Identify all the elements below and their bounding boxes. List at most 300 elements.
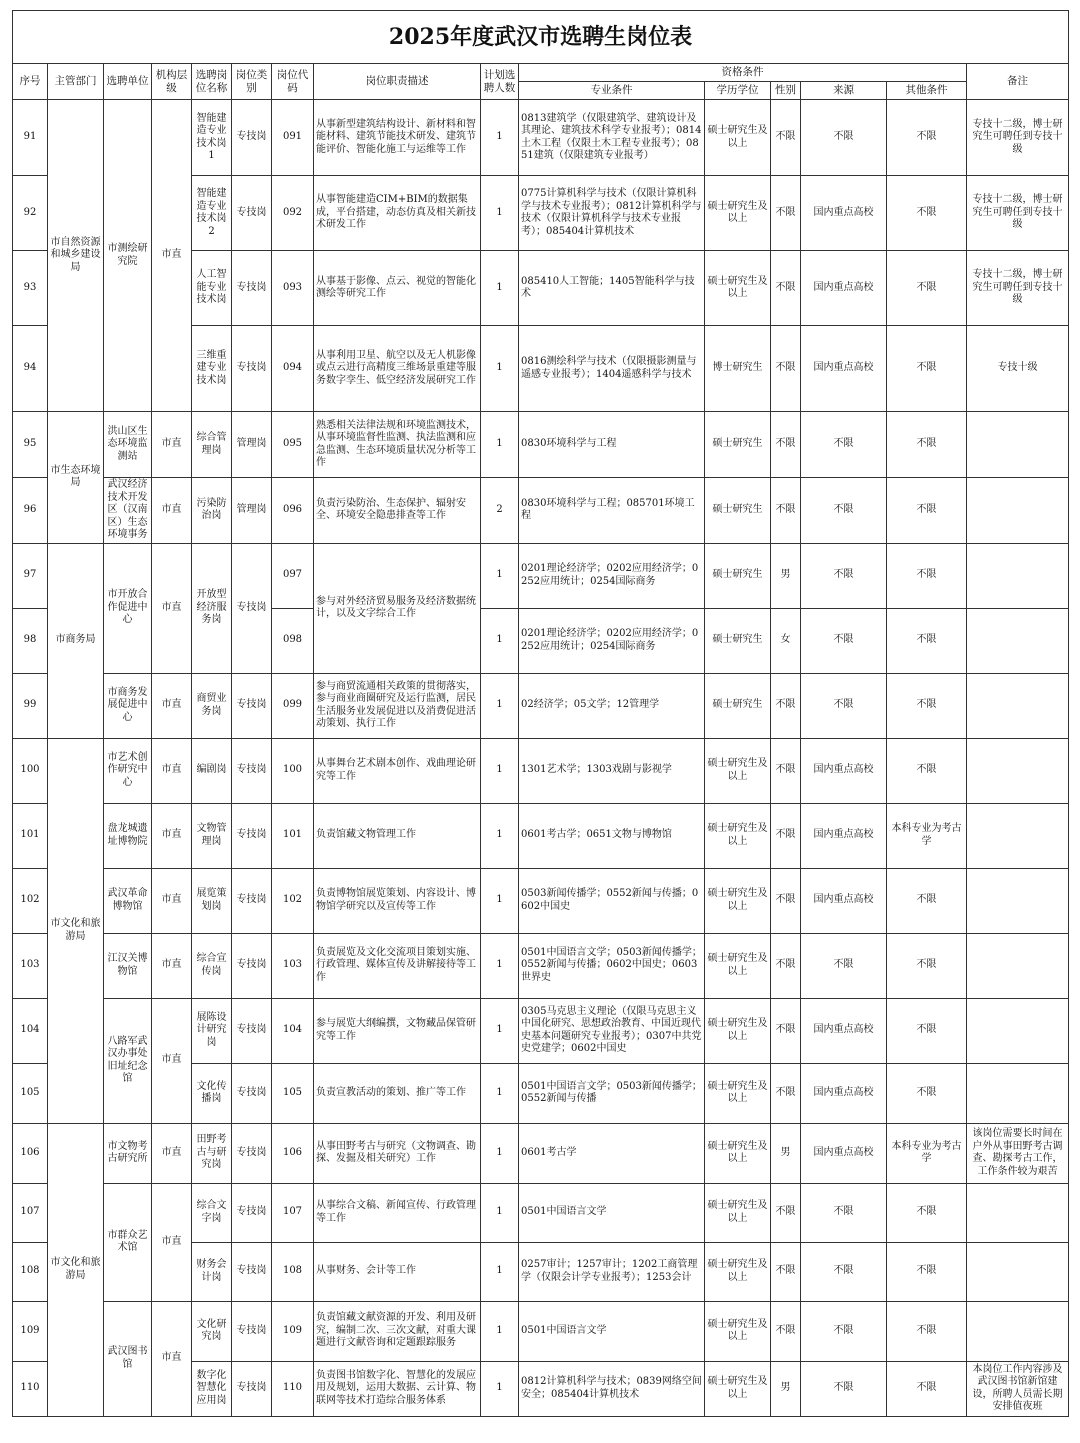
major-cell: 02经济学；05文学；12管理学 <box>519 673 705 738</box>
gender-cell: 不限 <box>771 176 801 251</box>
duty-cell: 负责展览及文化交流项目策划实施、行政管理、媒体宣传及讲解接待等工作 <box>314 933 481 998</box>
note-cell <box>967 1242 1069 1301</box>
note-cell <box>967 1301 1069 1361</box>
table-row <box>13 543 1069 608</box>
gender-cell: 不限 <box>771 412 801 478</box>
duty-cell: 参与展览大纲编撰，文物藏品保管研究等工作 <box>314 998 481 1063</box>
count-cell: 1 <box>481 673 519 738</box>
major-cell: 0813建筑学（仅限建筑学、建筑设计及其理论、建筑技术科学专业报考）；0814土木工程（仅限土木工程专业报考）；0851建筑（仅限建筑专业报考） <box>519 100 705 176</box>
gender-cell: 不限 <box>771 673 801 738</box>
source-cell: 不限 <box>801 1183 887 1242</box>
edu-cell: 硕士研究生 <box>705 543 771 608</box>
other-cell: 不限 <box>887 176 967 251</box>
major-cell: 0201理论经济学；0202应用经济学；0252应用统计；0254国际商务 <box>519 543 705 608</box>
other-cell: 不限 <box>887 100 967 176</box>
unit-cell: 洪山区生态环境监测站 <box>104 412 152 478</box>
header-row-1 <box>13 64 1069 82</box>
row-seq: 101 <box>13 803 48 868</box>
post-type-cell: 专技岗 <box>232 1123 272 1183</box>
post-code-cell: 105 <box>272 1063 314 1123</box>
unit-cell: 市文物考古研究所 <box>104 1123 152 1183</box>
header-other: 其他条件 <box>887 82 967 100</box>
post-name-cell: 综合管理岗 <box>192 412 232 478</box>
major-cell: 0305马克思主义理论（仅限马克思主义中国化研究、思想政治教育、中国近现代史基本问题研究专业报考）；0307中共党史党建学；0602中国史 <box>519 998 705 1063</box>
table-row <box>13 738 1069 803</box>
post-name-cell: 商贸业务岗 <box>192 673 232 738</box>
post-type-cell: 管理岗 <box>232 412 272 478</box>
edu-cell: 硕士研究生及以上 <box>705 176 771 251</box>
post-name-cell: 三维重建专业技术岗 <box>192 326 232 412</box>
dept-cell: 市文化和旅游局 <box>48 738 104 1123</box>
note-cell <box>967 998 1069 1063</box>
post-code-cell: 099 <box>272 673 314 738</box>
duty-cell: 负责污染防治、生态保护、辐射安全、环境安全隐患排查等工作 <box>314 478 481 544</box>
header-qualifications: 资格条件 <box>519 64 967 82</box>
gender-cell: 不限 <box>771 933 801 998</box>
table-title: 2025年度武汉市选聘生岗位表 <box>13 11 1069 64</box>
major-cell: 0601考古学；0651文物与博物馆 <box>519 803 705 868</box>
gender-cell: 男 <box>771 1361 801 1416</box>
gender-cell: 不限 <box>771 1063 801 1123</box>
edu-cell: 硕士研究生及以上 <box>705 868 771 933</box>
post-type-cell: 专技岗 <box>232 1183 272 1242</box>
post-name-cell: 智能建造专业技术岗1 <box>192 100 232 176</box>
note-cell <box>967 738 1069 803</box>
edu-cell: 硕士研究生及以上 <box>705 1301 771 1361</box>
count-cell: 1 <box>481 608 519 673</box>
post-code-cell: 100 <box>272 738 314 803</box>
note-cell <box>967 868 1069 933</box>
level-cell: 市直 <box>152 1301 192 1416</box>
count-cell: 1 <box>481 100 519 176</box>
row-seq: 100 <box>13 738 48 803</box>
post-type-cell: 专技岗 <box>232 326 272 412</box>
source-cell: 不限 <box>801 673 887 738</box>
unit-cell: 市测绘研究院 <box>104 100 152 412</box>
count-cell: 1 <box>481 1123 519 1183</box>
post-code-cell: 101 <box>272 803 314 868</box>
title-row <box>13 11 1069 64</box>
post-code-cell: 097 <box>272 543 314 608</box>
other-cell: 不限 <box>887 412 967 478</box>
post-code-cell: 102 <box>272 868 314 933</box>
gender-cell: 不限 <box>771 1301 801 1361</box>
header-duty: 岗位职责描述 <box>314 64 481 100</box>
row-seq: 107 <box>13 1183 48 1242</box>
row-seq: 109 <box>13 1301 48 1361</box>
count-cell: 1 <box>481 1361 519 1416</box>
post-type-cell: 管理岗 <box>232 478 272 544</box>
other-cell: 不限 <box>887 673 967 738</box>
note-cell <box>967 1063 1069 1123</box>
row-seq: 96 <box>13 478 48 544</box>
job-table <box>12 10 1069 1417</box>
table-row <box>13 412 1069 478</box>
post-code-cell: 091 <box>272 100 314 176</box>
post-name-cell: 展览策划岗 <box>192 868 232 933</box>
note-cell <box>967 803 1069 868</box>
post-type-cell: 专技岗 <box>232 673 272 738</box>
gender-cell: 不限 <box>771 1242 801 1301</box>
header-dept: 主管部门 <box>48 64 104 100</box>
duty-cell: 负责博物馆展览策划、内容设计、博物馆学研究以及宣传等工作 <box>314 868 481 933</box>
major-cell: 0501中国语言文学；0503新闻传播学；0552新闻与传播；0602中国史；0603世界史 <box>519 933 705 998</box>
row-seq: 93 <box>13 251 48 326</box>
dept-cell: 市文化和旅游局 <box>48 1123 104 1416</box>
edu-cell: 博士研究生 <box>705 326 771 412</box>
post-type-cell: 专技岗 <box>232 251 272 326</box>
post-name-cell: 文化研究岗 <box>192 1301 232 1361</box>
header-note: 备注 <box>967 64 1069 100</box>
other-cell: 不限 <box>887 1063 967 1123</box>
edu-cell: 硕士研究生 <box>705 412 771 478</box>
header-gender: 性别 <box>771 82 801 100</box>
other-cell: 不限 <box>887 998 967 1063</box>
count-cell: 1 <box>481 738 519 803</box>
source-cell: 国内重点高校 <box>801 326 887 412</box>
post-code-cell: 107 <box>272 1183 314 1242</box>
level-cell: 市直 <box>152 543 192 673</box>
row-seq: 104 <box>13 998 48 1063</box>
duty-cell: 从事智能建造CIM+BIM的数据集成，平台搭建，动态仿真及相关新技术研发工作 <box>314 176 481 251</box>
edu-cell: 硕士研究生及以上 <box>705 998 771 1063</box>
row-seq: 97 <box>13 543 48 608</box>
post-name-cell: 开放型经济服务岗 <box>192 543 232 673</box>
post-type-cell: 专技岗 <box>232 1063 272 1123</box>
unit-cell: 武汉图书馆 <box>104 1301 152 1416</box>
level-cell: 市直 <box>152 478 192 544</box>
duty-cell: 负责馆藏文物管理工作 <box>314 803 481 868</box>
post-code-cell: 096 <box>272 478 314 544</box>
edu-cell: 硕士研究生及以上 <box>705 933 771 998</box>
duty-cell: 从事田野考古与研究（文物调查、勘探、发掘及相关研究）工作 <box>314 1123 481 1183</box>
table-row <box>13 998 1069 1063</box>
post-name-cell: 展陈设计研究岗 <box>192 998 232 1063</box>
level-cell: 市直 <box>152 100 192 412</box>
other-cell: 本科专业为考古学 <box>887 1123 967 1183</box>
post-name-cell: 综合文字岗 <box>192 1183 232 1242</box>
note-cell: 专技十二级，博士研究生可聘任到专技十级 <box>967 100 1069 176</box>
duty-cell: 负责馆藏文献资源的开发、利用及研究，编制二次、三次文献，对重大课题进行文献咨询和定题跟踪服务 <box>314 1301 481 1361</box>
major-cell: 0503新闻传播学；0552新闻与传播；0602中国史 <box>519 868 705 933</box>
note-cell <box>967 412 1069 478</box>
note-cell: 本岗位工作内容涉及武汉图书馆新馆建设，所聘人员需长期安排值夜班 <box>967 1361 1069 1416</box>
count-cell: 1 <box>481 933 519 998</box>
post-name-cell: 数字化智慧化应用岗 <box>192 1361 232 1416</box>
edu-cell: 硕士研究生及以上 <box>705 100 771 176</box>
major-cell: 1301艺术学；1303戏剧与影视学 <box>519 738 705 803</box>
major-cell: 0812计算机科学与技术；0839网络空间安全；085404计算机技术 <box>519 1361 705 1416</box>
other-cell: 不限 <box>887 868 967 933</box>
unit-cell: 市群众艺术馆 <box>104 1183 152 1301</box>
table-row <box>13 933 1069 998</box>
edu-cell: 硕士研究生 <box>705 608 771 673</box>
dept-cell: 市商务局 <box>48 543 104 738</box>
note-cell <box>967 673 1069 738</box>
count-cell: 1 <box>481 543 519 608</box>
unit-cell: 市艺术创作研究中心 <box>104 738 152 803</box>
gender-cell: 男 <box>771 543 801 608</box>
post-code-cell: 095 <box>272 412 314 478</box>
post-name-cell: 财务会计岗 <box>192 1242 232 1301</box>
source-cell: 国内重点高校 <box>801 738 887 803</box>
note-cell: 专技十二级，博士研究生可聘任到专技十级 <box>967 251 1069 326</box>
gender-cell: 不限 <box>771 868 801 933</box>
edu-cell: 硕士研究生 <box>705 478 771 544</box>
edu-cell: 硕士研究生及以上 <box>705 251 771 326</box>
header-post-name: 选聘岗位名称 <box>192 64 232 100</box>
duty-cell: 熟悉相关法律法规和环境监测技术，从事环境监督性监测、执法监测和应急监测、生态环境质量状况分析等工作 <box>314 412 481 478</box>
header-edu: 学历学位 <box>705 82 771 100</box>
source-cell: 国内重点高校 <box>801 803 887 868</box>
major-cell: 0601考古学 <box>519 1123 705 1183</box>
duty-cell: 从事新型建筑结构设计、新材料和智能材料、建筑节能技术研发、建筑节能评价、智能化施工与运维等工作 <box>314 100 481 176</box>
post-code-cell: 110 <box>272 1361 314 1416</box>
unit-cell: 盘龙城遗址博物院 <box>104 803 152 868</box>
source-cell: 国内重点高校 <box>801 251 887 326</box>
level-cell: 市直 <box>152 933 192 998</box>
count-cell: 1 <box>481 868 519 933</box>
note-cell <box>967 608 1069 673</box>
edu-cell: 硕士研究生及以上 <box>705 1361 771 1416</box>
major-cell: 0257审计；1257审计；1202工商管理学（仅限会计学专业报考）；1253会计 <box>519 1242 705 1301</box>
post-type-cell: 专技岗 <box>232 933 272 998</box>
count-cell: 1 <box>481 803 519 868</box>
duty-cell: 从事舞台艺术剧本创作、戏曲理论研究等工作 <box>314 738 481 803</box>
source-cell: 不限 <box>801 1242 887 1301</box>
source-cell: 不限 <box>801 1361 887 1416</box>
edu-cell: 硕士研究生及以上 <box>705 803 771 868</box>
note-cell: 专技十二级，博士研究生可聘任到专技十级 <box>967 176 1069 251</box>
count-cell: 1 <box>481 998 519 1063</box>
gender-cell: 女 <box>771 608 801 673</box>
source-cell: 不限 <box>801 478 887 544</box>
other-cell: 本科专业为考古学 <box>887 803 967 868</box>
note-cell <box>967 478 1069 544</box>
post-name-cell: 综合宣传岗 <box>192 933 232 998</box>
edu-cell: 硕士研究生及以上 <box>705 1063 771 1123</box>
post-type-cell: 专技岗 <box>232 100 272 176</box>
source-cell: 国内重点高校 <box>801 998 887 1063</box>
post-type-cell: 专技岗 <box>232 868 272 933</box>
header-source: 来源 <box>801 82 887 100</box>
gender-cell: 不限 <box>771 803 801 868</box>
post-type-cell: 专技岗 <box>232 1242 272 1301</box>
major-cell: 0501中国语言文学 <box>519 1183 705 1242</box>
table-row <box>13 1123 1069 1183</box>
table-row <box>13 803 1069 868</box>
row-seq: 108 <box>13 1242 48 1301</box>
row-seq: 99 <box>13 673 48 738</box>
post-name-cell: 文物管理岗 <box>192 803 232 868</box>
other-cell: 不限 <box>887 478 967 544</box>
header-post-type: 岗位类别 <box>232 64 272 100</box>
level-cell: 市直 <box>152 412 192 478</box>
count-cell: 1 <box>481 1183 519 1242</box>
row-seq: 103 <box>13 933 48 998</box>
table-row <box>13 100 1069 176</box>
post-type-cell: 专技岗 <box>232 998 272 1063</box>
post-type-cell: 专技岗 <box>232 803 272 868</box>
source-cell: 不限 <box>801 608 887 673</box>
post-name-cell: 文化传播岗 <box>192 1063 232 1123</box>
duty-cell: 负责宣教活动的策划、推广等工作 <box>314 1063 481 1123</box>
post-code-cell: 093 <box>272 251 314 326</box>
major-cell: 0501中国语言文学 <box>519 1301 705 1361</box>
source-cell: 不限 <box>801 100 887 176</box>
row-seq: 102 <box>13 868 48 933</box>
level-cell: 市直 <box>152 1183 192 1301</box>
level-cell: 市直 <box>152 803 192 868</box>
dept-cell: 市自然资源和城乡建设局 <box>48 100 104 412</box>
major-cell: 0775计算机科学与技术（仅限计算机科学与技术专业报考）；0812计算机科学与技术（仅限计算机科学与技术专业报考）；085404计算机技术 <box>519 176 705 251</box>
unit-cell: 武汉经济技术开发区（汉南区）生态环境事务 <box>104 478 152 544</box>
duty-cell: 从事基于影像、点云、视觉的智能化测绘等研究工作 <box>314 251 481 326</box>
unit-cell: 江汉关博物馆 <box>104 933 152 998</box>
edu-cell: 硕士研究生及以上 <box>705 738 771 803</box>
gender-cell: 不限 <box>771 251 801 326</box>
dept-cell: 市生态环境局 <box>48 412 104 544</box>
source-cell: 国内重点高校 <box>801 868 887 933</box>
post-code-cell: 109 <box>272 1301 314 1361</box>
post-code-cell: 098 <box>272 608 314 673</box>
other-cell: 不限 <box>887 1361 967 1416</box>
count-cell: 1 <box>481 1242 519 1301</box>
table-row <box>13 1301 1069 1361</box>
other-cell: 不限 <box>887 933 967 998</box>
row-seq: 98 <box>13 608 48 673</box>
row-seq: 110 <box>13 1361 48 1416</box>
count-cell: 1 <box>481 176 519 251</box>
source-cell: 不限 <box>801 933 887 998</box>
header-major: 专业条件 <box>519 82 705 100</box>
major-cell: 0501中国语言文学；0503新闻传播学；0552新闻与传播 <box>519 1063 705 1123</box>
source-cell: 国内重点高校 <box>801 1123 887 1183</box>
duty-cell: 负责图书馆数字化、智慧化的发展应用及规划，运用大数据、云计算、物联网等技术打造综合服务体系 <box>314 1361 481 1416</box>
gender-cell: 不限 <box>771 998 801 1063</box>
edu-cell: 硕士研究生及以上 <box>705 1242 771 1301</box>
source-cell: 国内重点高校 <box>801 1063 887 1123</box>
post-code-cell: 103 <box>272 933 314 998</box>
other-cell: 不限 <box>887 608 967 673</box>
gender-cell: 不限 <box>771 738 801 803</box>
row-seq: 92 <box>13 176 48 251</box>
major-cell: 0816测绘科学与技术（仅限摄影测量与遥感专业报考）；1404遥感科学与技术 <box>519 326 705 412</box>
row-seq: 95 <box>13 412 48 478</box>
count-cell: 2 <box>481 478 519 544</box>
note-cell <box>967 933 1069 998</box>
unit-cell: 八路军武汉办事处旧址纪念馆 <box>104 998 152 1123</box>
duty-cell: 从事综合文稿、新闻宣传、行政管理等工作 <box>314 1183 481 1242</box>
major-cell: 0830环境科学与工程 <box>519 412 705 478</box>
level-cell: 市直 <box>152 1123 192 1183</box>
post-code-cell: 092 <box>272 176 314 251</box>
edu-cell: 硕士研究生及以上 <box>705 1123 771 1183</box>
other-cell: 不限 <box>887 1301 967 1361</box>
count-cell: 1 <box>481 326 519 412</box>
row-seq: 91 <box>13 100 48 176</box>
note-cell <box>967 543 1069 608</box>
major-cell: 085410人工智能；1405智能科学与技术 <box>519 251 705 326</box>
post-name-cell: 智能建造专业技术岗2 <box>192 176 232 251</box>
post-type-cell: 专技岗 <box>232 543 272 673</box>
other-cell: 不限 <box>887 738 967 803</box>
row-seq: 94 <box>13 326 48 412</box>
table-row <box>13 1183 1069 1242</box>
note-cell: 该岗位需要长时间在户外从事田野考古调查、勘探考古工作，工作条件较为艰苦 <box>967 1123 1069 1183</box>
edu-cell: 硕士研究生 <box>705 673 771 738</box>
unit-cell: 市商务发展促进中心 <box>104 673 152 738</box>
gender-cell: 不限 <box>771 326 801 412</box>
source-cell: 不限 <box>801 543 887 608</box>
note-cell <box>967 1183 1069 1242</box>
header-seq: 序号 <box>13 64 48 100</box>
count-cell: 1 <box>481 251 519 326</box>
post-code-cell: 108 <box>272 1242 314 1301</box>
gender-cell: 不限 <box>771 1183 801 1242</box>
table-row <box>13 868 1069 933</box>
table-row <box>13 478 1069 544</box>
post-name-cell: 编剧岗 <box>192 738 232 803</box>
gender-cell: 不限 <box>771 100 801 176</box>
count-cell: 1 <box>481 1301 519 1361</box>
unit-cell: 市开放合作促进中心 <box>104 543 152 673</box>
post-type-cell: 专技岗 <box>232 176 272 251</box>
gender-cell: 男 <box>771 1123 801 1183</box>
other-cell: 不限 <box>887 1242 967 1301</box>
level-cell: 市直 <box>152 868 192 933</box>
post-code-cell: 106 <box>272 1123 314 1183</box>
edu-cell: 硕士研究生及以上 <box>705 1183 771 1242</box>
job-table-sheet <box>12 10 1069 1417</box>
count-cell: 1 <box>481 1063 519 1123</box>
row-seq: 106 <box>13 1123 48 1183</box>
post-code-cell: 104 <box>272 998 314 1063</box>
source-cell: 国内重点高校 <box>801 176 887 251</box>
post-name-cell: 人工智能专业技术岗 <box>192 251 232 326</box>
header-unit: 选聘单位 <box>104 64 152 100</box>
post-code-cell: 094 <box>272 326 314 412</box>
row-seq: 105 <box>13 1063 48 1123</box>
post-name-cell: 田野考古与研究岗 <box>192 1123 232 1183</box>
header-level: 机构层级 <box>152 64 192 100</box>
unit-cell: 武汉革命博物馆 <box>104 868 152 933</box>
duty-cell: 从事利用卫星、航空以及无人机影像或点云进行高精度三维场景重建等服务数字孪生、低空经济发展研究工作 <box>314 326 481 412</box>
source-cell: 不限 <box>801 1301 887 1361</box>
post-name-cell: 污染防治岗 <box>192 478 232 544</box>
gender-cell: 不限 <box>771 478 801 544</box>
note-cell: 专技十级 <box>967 326 1069 412</box>
major-cell: 0201理论经济学；0202应用经济学；0252应用统计；0254国际商务 <box>519 608 705 673</box>
count-cell: 1 <box>481 412 519 478</box>
major-cell: 0830环境科学与工程；085701环境工程 <box>519 478 705 544</box>
source-cell: 不限 <box>801 412 887 478</box>
header-post-code: 岗位代码 <box>272 64 314 100</box>
other-cell: 不限 <box>887 1183 967 1242</box>
post-type-cell: 专技岗 <box>232 738 272 803</box>
duty-cell: 从事财务、会计等工作 <box>314 1242 481 1301</box>
level-cell: 市直 <box>152 998 192 1123</box>
duty-cell: 参与商贸流通相关政策的贯彻落实，参与商业商圈研究及运行监测，居民生活服务业发展促进以及消费促进活动策划、执行工作 <box>314 673 481 738</box>
level-cell: 市直 <box>152 738 192 803</box>
post-type-cell: 专技岗 <box>232 1361 272 1416</box>
other-cell: 不限 <box>887 326 967 412</box>
other-cell: 不限 <box>887 543 967 608</box>
other-cell: 不限 <box>887 251 967 326</box>
table-row <box>13 673 1069 738</box>
duty-cell: 参与对外经济贸易服务及经济数据统计，以及文字综合工作 <box>314 543 481 673</box>
header-count: 计划选聘人数 <box>481 64 519 100</box>
